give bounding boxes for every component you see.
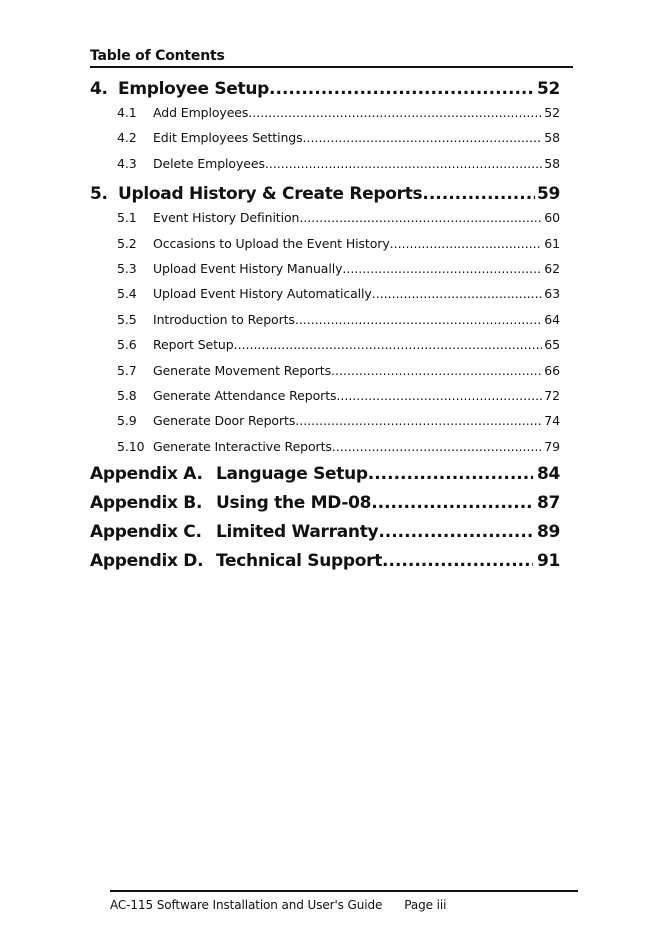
toc-number: 5.6 bbox=[117, 337, 137, 353]
toc-number: 5. bbox=[90, 184, 108, 205]
toc-section-4-3[interactable] bbox=[90, 156, 560, 181]
table-of-contents bbox=[90, 76, 560, 580]
toc-title: Generate Interactive Reports bbox=[153, 438, 332, 454]
toc-page: 64 bbox=[544, 311, 560, 327]
toc-title: Delete Employees bbox=[153, 155, 265, 171]
toc-number: 5.9 bbox=[117, 413, 137, 429]
toc-number: 5.7 bbox=[117, 362, 137, 378]
toc-page: 61 bbox=[544, 235, 560, 251]
toc-page: 52 bbox=[544, 105, 560, 120]
dot-leader bbox=[295, 312, 542, 327]
toc-page: 91 bbox=[536, 551, 560, 572]
toc-number: Appendix D. bbox=[90, 551, 204, 572]
toc-title: Upload History & Create Reports bbox=[118, 184, 423, 205]
dot-leader bbox=[390, 236, 543, 251]
toc-number: 5.3 bbox=[117, 260, 137, 276]
toc-appendix-b[interactable] bbox=[90, 493, 560, 522]
toc-title: Event History Definition bbox=[153, 210, 300, 226]
dot-leader bbox=[368, 464, 533, 484]
dot-leader bbox=[303, 130, 543, 145]
toc-title: Employee Setup bbox=[118, 79, 270, 99]
dot-leader bbox=[371, 493, 533, 513]
toc-appendix-a[interactable] bbox=[90, 464, 560, 493]
toc-chapter-5[interactable] bbox=[90, 184, 560, 210]
toc-section-5-5[interactable] bbox=[90, 312, 560, 337]
toc-number: 5.1 bbox=[117, 210, 137, 226]
page-footer bbox=[110, 890, 578, 912]
toc-title: Upload Event History Automatically bbox=[153, 286, 372, 302]
dot-leader bbox=[331, 363, 542, 378]
toc-section-5-3[interactable] bbox=[90, 261, 560, 286]
toc-number: 5.10 bbox=[117, 438, 145, 454]
toc-number: 5.4 bbox=[117, 286, 137, 302]
toc-page: 62 bbox=[544, 260, 560, 276]
toc-title: Generate Attendance Reports bbox=[153, 387, 337, 403]
toc-number: Appendix A. bbox=[90, 464, 203, 485]
toc-number: 4.3 bbox=[117, 155, 137, 171]
toc-title: Edit Employees Settings bbox=[153, 130, 303, 146]
toc-title: Generate Movement Reports bbox=[153, 362, 331, 378]
toc-number: Appendix B. bbox=[90, 493, 203, 514]
toc-page: 58 bbox=[544, 130, 560, 146]
toc-page: 58 bbox=[544, 155, 560, 171]
toc-page: 52 bbox=[536, 79, 560, 99]
toc-number: 5.8 bbox=[117, 387, 137, 403]
toc-section-5-1[interactable] bbox=[90, 210, 560, 235]
toc-number: 5.5 bbox=[117, 311, 137, 327]
toc-page: 72 bbox=[544, 387, 560, 403]
dot-leader bbox=[234, 337, 543, 352]
toc-section-5-2[interactable] bbox=[90, 236, 560, 261]
dot-leader bbox=[248, 105, 542, 120]
toc-page: 63 bbox=[544, 286, 560, 302]
dot-leader bbox=[265, 156, 542, 171]
dot-leader bbox=[378, 522, 533, 542]
toc-title: Report Setup bbox=[153, 337, 234, 353]
dot-leader bbox=[332, 439, 542, 454]
toc-section-5-4[interactable] bbox=[90, 286, 560, 311]
toc-page: 66 bbox=[544, 362, 560, 378]
toc-page: 79 bbox=[544, 438, 560, 454]
toc-section-5-9[interactable] bbox=[90, 413, 560, 438]
toc-appendix-d[interactable] bbox=[90, 551, 560, 580]
dot-leader bbox=[422, 184, 535, 204]
toc-title: Generate Door Reports bbox=[153, 413, 296, 429]
toc-page: 65 bbox=[544, 337, 560, 353]
dot-leader bbox=[336, 388, 542, 403]
toc-title: Occasions to Upload the Event History bbox=[153, 235, 390, 251]
toc-section-5-10[interactable] bbox=[90, 439, 560, 464]
toc-number: 4. bbox=[90, 79, 108, 99]
toc-section-5-6[interactable] bbox=[90, 337, 560, 362]
page-header: Table of Contents bbox=[90, 48, 573, 68]
dot-leader bbox=[372, 286, 543, 301]
toc-page: 60 bbox=[544, 210, 560, 226]
dot-leader bbox=[295, 413, 542, 428]
toc-number: Appendix C. bbox=[90, 522, 202, 543]
toc-title: Technical Support bbox=[216, 551, 383, 572]
toc-title: Add Employees bbox=[153, 105, 249, 120]
toc-page: 89 bbox=[536, 522, 560, 543]
toc-page: 74 bbox=[544, 413, 560, 429]
dot-leader bbox=[299, 210, 542, 225]
toc-page: 59 bbox=[536, 184, 560, 205]
dot-leader bbox=[342, 261, 542, 276]
toc-number: 4.1 bbox=[117, 105, 137, 120]
toc-section-5-7[interactable] bbox=[90, 363, 560, 388]
footer-page-number: Page iii bbox=[404, 898, 447, 912]
toc-title: Limited Warranty bbox=[216, 522, 379, 543]
toc-page: 87 bbox=[536, 493, 560, 514]
toc-section-5-8[interactable] bbox=[90, 388, 560, 413]
dot-leader bbox=[269, 79, 535, 99]
toc-title: Using the MD-08 bbox=[216, 493, 372, 514]
toc-title: Upload Event History Manually bbox=[153, 260, 343, 276]
toc-number: 5.2 bbox=[117, 235, 137, 251]
toc-title: Language Setup bbox=[216, 464, 368, 485]
dot-leader bbox=[382, 551, 533, 571]
toc-appendix-c[interactable] bbox=[90, 522, 560, 551]
toc-chapter-4[interactable] bbox=[90, 79, 560, 105]
toc-section-4-2[interactable] bbox=[90, 130, 560, 155]
toc-title: Introduction to Reports bbox=[153, 311, 295, 327]
toc-page: 84 bbox=[536, 464, 560, 485]
toc-number: 4.2 bbox=[117, 130, 137, 146]
footer-guide-title: AC-115 Software Installation and User's Guide bbox=[110, 898, 383, 912]
toc-section-4-1[interactable] bbox=[90, 105, 560, 130]
